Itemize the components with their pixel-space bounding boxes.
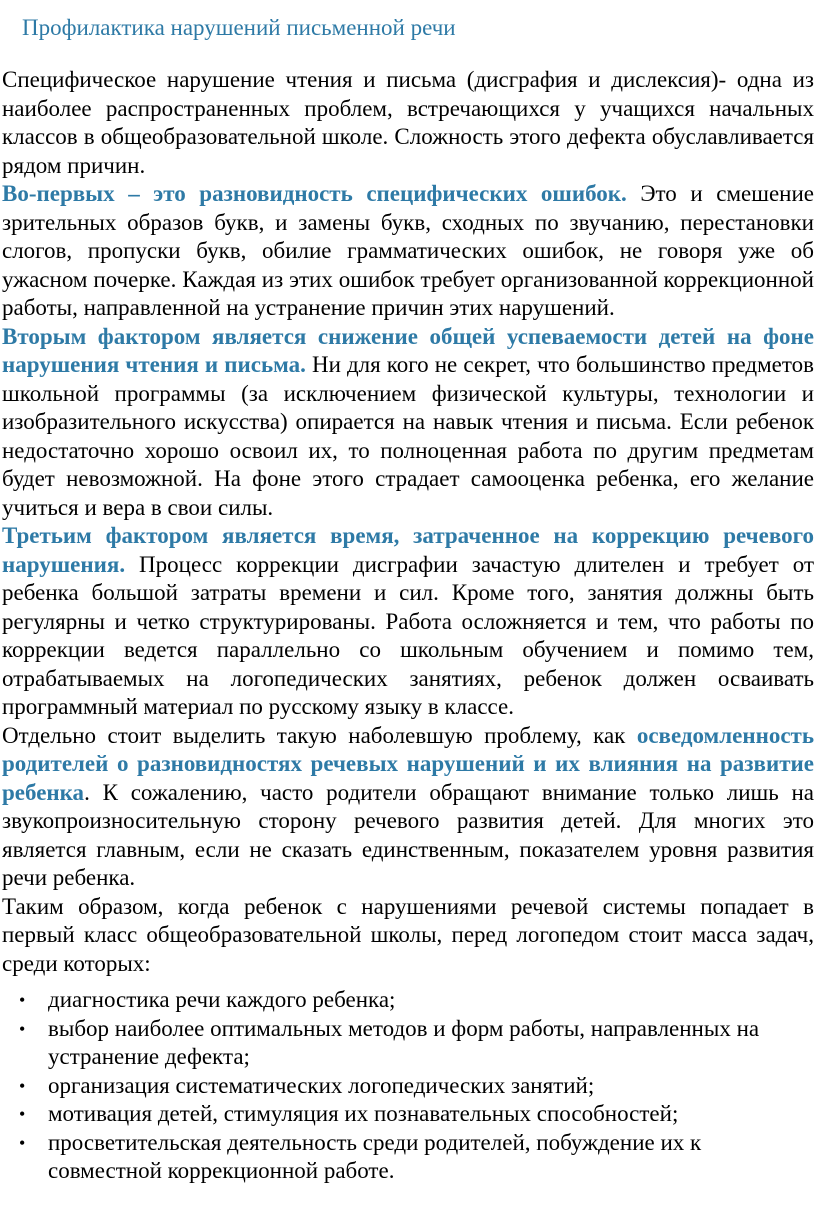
list-item-text: организация систематических логопедических занятий; [48, 1072, 595, 1098]
paragraph-conclusion [2, 893, 814, 979]
list-item-text: диагностика речи каждого ребенка; [48, 987, 396, 1012]
highlighted-heading: Третьим фактором является время, затраченное на коррекцию речевого нарушения. [2, 523, 814, 577]
list-item [2, 986, 814, 1015]
paragraph-parents-awareness [2, 722, 814, 893]
paragraph-prefix: Отдельно стоит выделить такую наболевшую проблему, как [2, 722, 637, 748]
list-item [2, 1015, 814, 1072]
list-item [2, 1100, 814, 1129]
list-item [2, 1072, 814, 1101]
highlighted-heading: Вторым фактором является снижение общей успеваемости детей на фоне нарушения чтения и письма. [2, 323, 814, 377]
list-item-text: просветительская деятельность среди родителей, побуждение их к совместной коррекционной работе. [48, 1129, 702, 1183]
list-item-text: выбор наиболее оптимальных методов и форм работы, направленных на устранение дефекта; [48, 1015, 760, 1069]
bullet-icon: • [19, 1018, 26, 1039]
bullet-icon: • [19, 1132, 26, 1153]
paragraph-text: Специфическое нарушение чтения и письма (дисграфия и дислексия)- одна из наиболее распространенных проблем, встречающихся у учащихся начальных классов в общеобразовательной школе. Сложность этого дефекта обуславливается рядом причин. [2, 67, 814, 178]
paragraph-third-factor [2, 522, 814, 722]
paragraph-text: Таким образом, когда ребенок с нарушениями речевой системы попадает в первый класс общеобразовательной школы, перед логопедом стоит масса задач, среди которых: [2, 893, 814, 976]
highlighted-phrase: осведомленность родителей о разновидностях речевых нарушений и их влияния на развитие ребенка [2, 722, 814, 805]
list-item [2, 1129, 814, 1186]
bullet-icon: • [19, 990, 26, 1010]
paragraph-text: . К сожалению, часто родители обращают внимание только лишь на звукопроизносительную сторону речевого развития детей. Для многих это является главным, если не сказать единственным, показателем уровня развития речи ребенка. [2, 779, 814, 890]
paragraph-second-factor [2, 323, 814, 523]
highlighted-heading: Во-первых – это разновидность специфических ошибок. [2, 181, 627, 206]
bullet-icon: • [19, 1075, 26, 1096]
list-item-text: мотивация детей, стимуляция их познавательных способностей; [48, 1101, 679, 1126]
paragraph-text: Это и смешение зрительных образов букв, и замены букв, сходных по звучанию, перестановки слогов, пропуски букв, обилие грамматических ошибок, не говоря уже об ужасном почерке. Каждая из этих ошибок требует организованной коррекционной работы, направленной на устранение причин этих нарушений. [2, 181, 814, 320]
paragraph-intro [2, 66, 814, 180]
document-title: Профилактика нарушений письменной речи [22, 15, 456, 40]
paragraph-text: Процесс коррекции дисграфии зачастую длителен и требует от ребенка большой затраты времени и сил. Кроме того, занятия должны быть регулярны и четко структурированы. Работа осложняется и тем, что работы по коррекции ведется параллельно со школьным обучением и помимо тем, отрабатываемых на логопедических занятиях, ребенок должен осваивать программный материал по русскому языку в классе. [2, 551, 814, 719]
task-list [2, 986, 814, 1186]
bullet-icon: • [19, 1104, 26, 1124]
paragraph-first-factor [2, 180, 814, 323]
paragraph-text: Ни для кого не секрет, что большинство предметов школьной программы (за исключением физической культуры, технологии и изобразительного искусства) опирается на навык чтения и письма. Если ребенок недостаточно хорошо освоил их, то полноценная работа по другим предметам будет невозможной. На фоне этого страдает самооценка ребенка, его желание учиться и вера в свои силы. [2, 352, 814, 520]
